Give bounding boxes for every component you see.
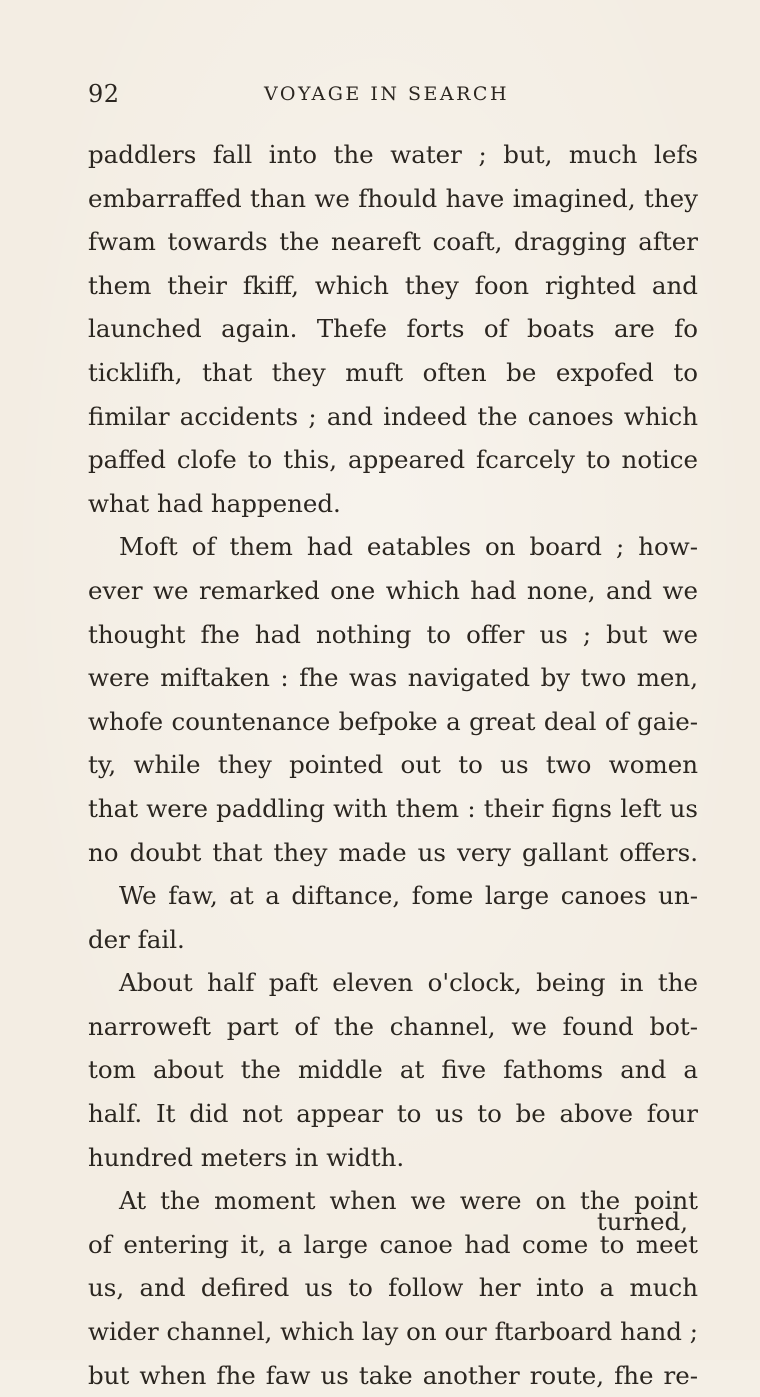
- text-line: wider channel, which lay on our ftarboard hand ;: [88, 1317, 698, 1347]
- text-line: what had happened.: [88, 488, 341, 518]
- text-line: half. It did not appear to us to be above four: [88, 1099, 698, 1129]
- text-line: fimilar accidents ; and indeed the canoes which: [88, 401, 698, 431]
- text-line: At the moment when we were on the point: [119, 1186, 698, 1216]
- text-line: ty, while they pointed out to us two women: [88, 750, 698, 780]
- text-line: paddlers fall into the water ; but, much lefs: [88, 140, 698, 169]
- text-line: of entering it, a large canoe had come to meet: [88, 1229, 698, 1259]
- text-line: About half paft eleven o'clock, being in the: [119, 968, 698, 998]
- catchword: turned,: [596, 1207, 688, 1236]
- text-line: narroweft part of the channel, we found bot-: [88, 1011, 698, 1041]
- text-line: We faw, at a diftance, fome large canoes un-: [119, 881, 698, 911]
- text-line: ticklifh, that they muft often be expofed to: [88, 357, 698, 387]
- text-line: paffed clofe to this, appeared fcarcely to notice: [88, 445, 698, 475]
- text-line: embarraffed than we fhould have imagined, they: [88, 183, 698, 213]
- running-head: VOYAGE IN SEARCH: [264, 83, 510, 105]
- text-line: were miftaken : fhe was navigated by two men,: [88, 663, 698, 693]
- text-line: fwam towards the neareft coaft, dragging after: [88, 227, 698, 257]
- text-line: hundred meters in width.: [88, 1142, 405, 1172]
- page-header: [88, 80, 688, 114]
- text-line: whofe countenance befpoke a great deal of gaie-: [88, 706, 698, 736]
- text-line: tom about the middle at five fathoms and a: [88, 1055, 698, 1085]
- text-line: launched again. Thefe forts of boats are fo: [88, 314, 698, 344]
- text-line: ever we remarked one which had none, and we: [88, 575, 698, 605]
- text-line: that were paddling with them : their figns left us: [88, 793, 698, 823]
- page-number: 92: [88, 80, 120, 108]
- text-line: but when fhe faw us take another route, fhe re-: [88, 1360, 698, 1390]
- text-line: der fail.: [88, 924, 185, 954]
- text-line: no doubt that they made us very gallant offers.: [88, 837, 698, 867]
- text-line: them their fkiff, which they foon righted and: [88, 270, 698, 300]
- text-line: Moft of them had eatables on board ; how-: [119, 532, 698, 562]
- text-line: thought fhe had nothing to offer us ; but we: [88, 619, 698, 649]
- text-line: us, and defired us to follow her into a much: [88, 1273, 698, 1303]
